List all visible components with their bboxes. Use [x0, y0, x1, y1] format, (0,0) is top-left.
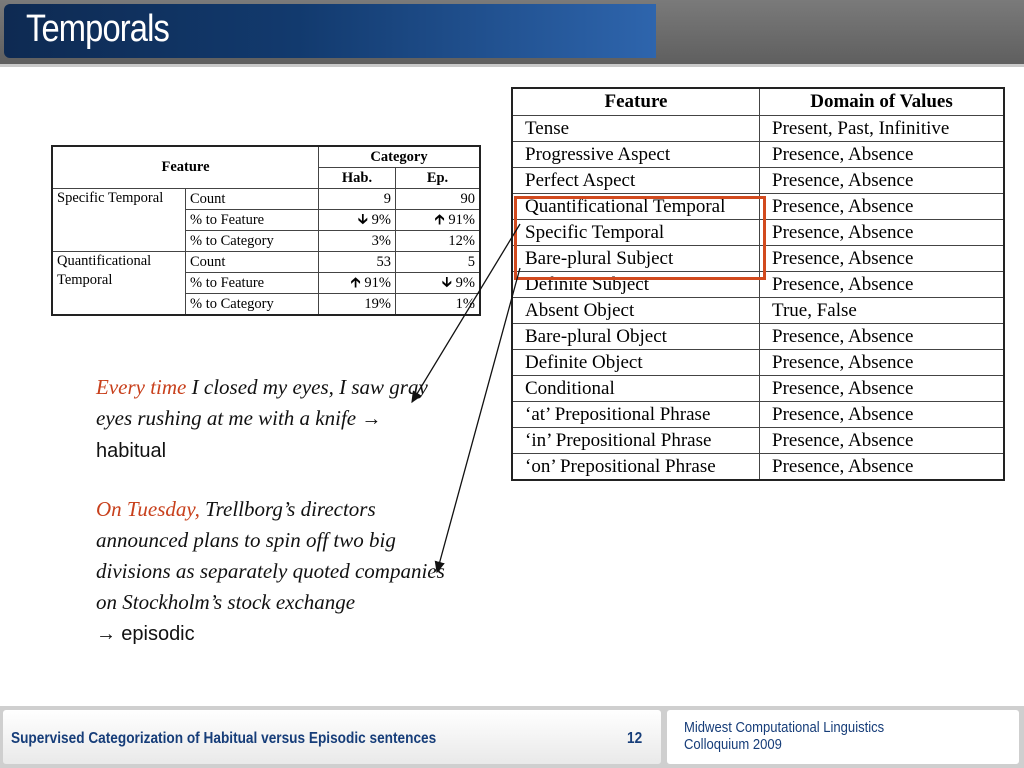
- stats-hab-value: 🡳 9%: [319, 210, 396, 231]
- example-temporal-phrase: Every time: [96, 375, 187, 399]
- domain-values-cell: True, False: [760, 298, 1005, 324]
- domain-values-cell: Present, Past, Infinitive: [760, 116, 1005, 142]
- domain-values-cell: Presence, Absence: [760, 350, 1005, 376]
- stats-hab-value: 19%: [319, 294, 396, 316]
- stats-hab-value: 53: [319, 252, 396, 273]
- feature-name-cell: Definite Object: [512, 350, 760, 376]
- stats-metric: Count: [186, 189, 319, 210]
- domain-values-cell: Presence, Absence: [760, 194, 1005, 220]
- domain-values-cell: Presence, Absence: [760, 428, 1005, 454]
- domain-values-cell: Presence, Absence: [760, 220, 1005, 246]
- stats-hab-value: 3%: [319, 231, 396, 252]
- domain-values-cell: Presence, Absence: [760, 376, 1005, 402]
- feature-name-cell: Specific Temporal: [512, 220, 760, 246]
- stats-ep-value: 🡳 9%: [396, 273, 481, 294]
- stats-hab-value: 🡱 91%: [319, 273, 396, 294]
- feature-name-cell: Bare-plural Subject: [512, 246, 760, 272]
- feature-name-cell: Tense: [512, 116, 760, 142]
- feature-name-cell: Conditional: [512, 376, 760, 402]
- stats-group-label: Quantificational Temporal: [52, 252, 186, 316]
- arrow-up-icon: 🡱: [434, 211, 445, 228]
- arrow-to-episodic: [437, 268, 520, 572]
- stats-metric: % to Feature: [186, 210, 319, 231]
- stats-feature-header: Feature: [52, 146, 319, 189]
- stats-metric: % to Category: [186, 231, 319, 252]
- footer-title: Supervised Categorization of Habitual versus Episodic sentences: [11, 730, 437, 747]
- stats-ep-value: 1%: [396, 294, 481, 316]
- stats-ep-value: 90: [396, 189, 481, 210]
- example-temporal-phrase: On Tuesday,: [96, 497, 200, 521]
- domain-values-cell: Presence, Absence: [760, 246, 1005, 272]
- domain-values-cell: Presence, Absence: [760, 142, 1005, 168]
- stats-col-hab: Hab.: [319, 168, 396, 189]
- stats-category-header: Category: [319, 146, 481, 168]
- stats-ep-value: 5: [396, 252, 481, 273]
- feature-name-cell: Bare-plural Object: [512, 324, 760, 350]
- domain-values-cell: Presence, Absence: [760, 454, 1005, 481]
- slide-title: Temporals: [26, 8, 170, 50]
- stats-ep-value: 12%: [396, 231, 481, 252]
- habitual-label: habitual: [96, 440, 167, 462]
- stats-metric: % to Feature: [186, 273, 319, 294]
- stats-metric: Count: [186, 252, 319, 273]
- domain-values-cell: Presence, Absence: [760, 402, 1005, 428]
- stats-group-label: Specific Temporal: [52, 189, 186, 252]
- arrow-down-icon: 🡳: [357, 211, 369, 228]
- domain-values-cell: Presence, Absence: [760, 324, 1005, 350]
- feature-name-cell: Perfect Aspect: [512, 168, 760, 194]
- feature-name-cell: ‘on’ Prepositional Phrase: [512, 454, 760, 481]
- arrow-right-icon: →: [96, 623, 116, 645]
- arrow-down-icon: 🡳: [441, 274, 453, 291]
- example-sentence: I closed my eyes, I saw gray eyes rushing at me with a knife: [96, 375, 428, 430]
- feature-name-cell: Definite Subject: [512, 272, 760, 298]
- domain-values-cell: Presence, Absence: [760, 272, 1005, 298]
- page-number: 12: [627, 730, 643, 747]
- stats-hab-value: 9: [319, 189, 396, 210]
- arrow-right-icon: →: [361, 408, 382, 430]
- feature-name-cell: Quantificational Temporal: [512, 194, 760, 220]
- domain-values-cell: Presence, Absence: [760, 168, 1005, 194]
- domain-column-header: Domain of Values: [760, 88, 1005, 116]
- feature-name-cell: ‘in’ Prepositional Phrase: [512, 428, 760, 454]
- arrow-up-icon: 🡱: [350, 274, 361, 291]
- example-sentence: Trellborg’s directors announced plans to spin off two big divisions as separately quoted companies on Stockholm’s stock exchange: [96, 497, 445, 614]
- episodic-label: episodic: [121, 623, 195, 645]
- feature-name-cell: Progressive Aspect: [512, 142, 760, 168]
- stats-ep-value: 🡱 91%: [396, 210, 481, 231]
- footer-left-panel: [3, 710, 661, 764]
- arrow-to-habitual: [412, 224, 520, 402]
- stats-metric: % to Category: [186, 294, 319, 316]
- footer-right-panel: [667, 710, 1019, 764]
- feature-name-cell: ‘at’ Prepositional Phrase: [512, 402, 760, 428]
- feature-name-cell: Absent Object: [512, 298, 760, 324]
- footer: [0, 706, 1024, 768]
- stats-col-ep: Ep.: [396, 168, 481, 189]
- venue-name: Midwest Computational Linguistics Colloquium 2009: [684, 720, 885, 753]
- feature-column-header: Feature: [512, 88, 760, 116]
